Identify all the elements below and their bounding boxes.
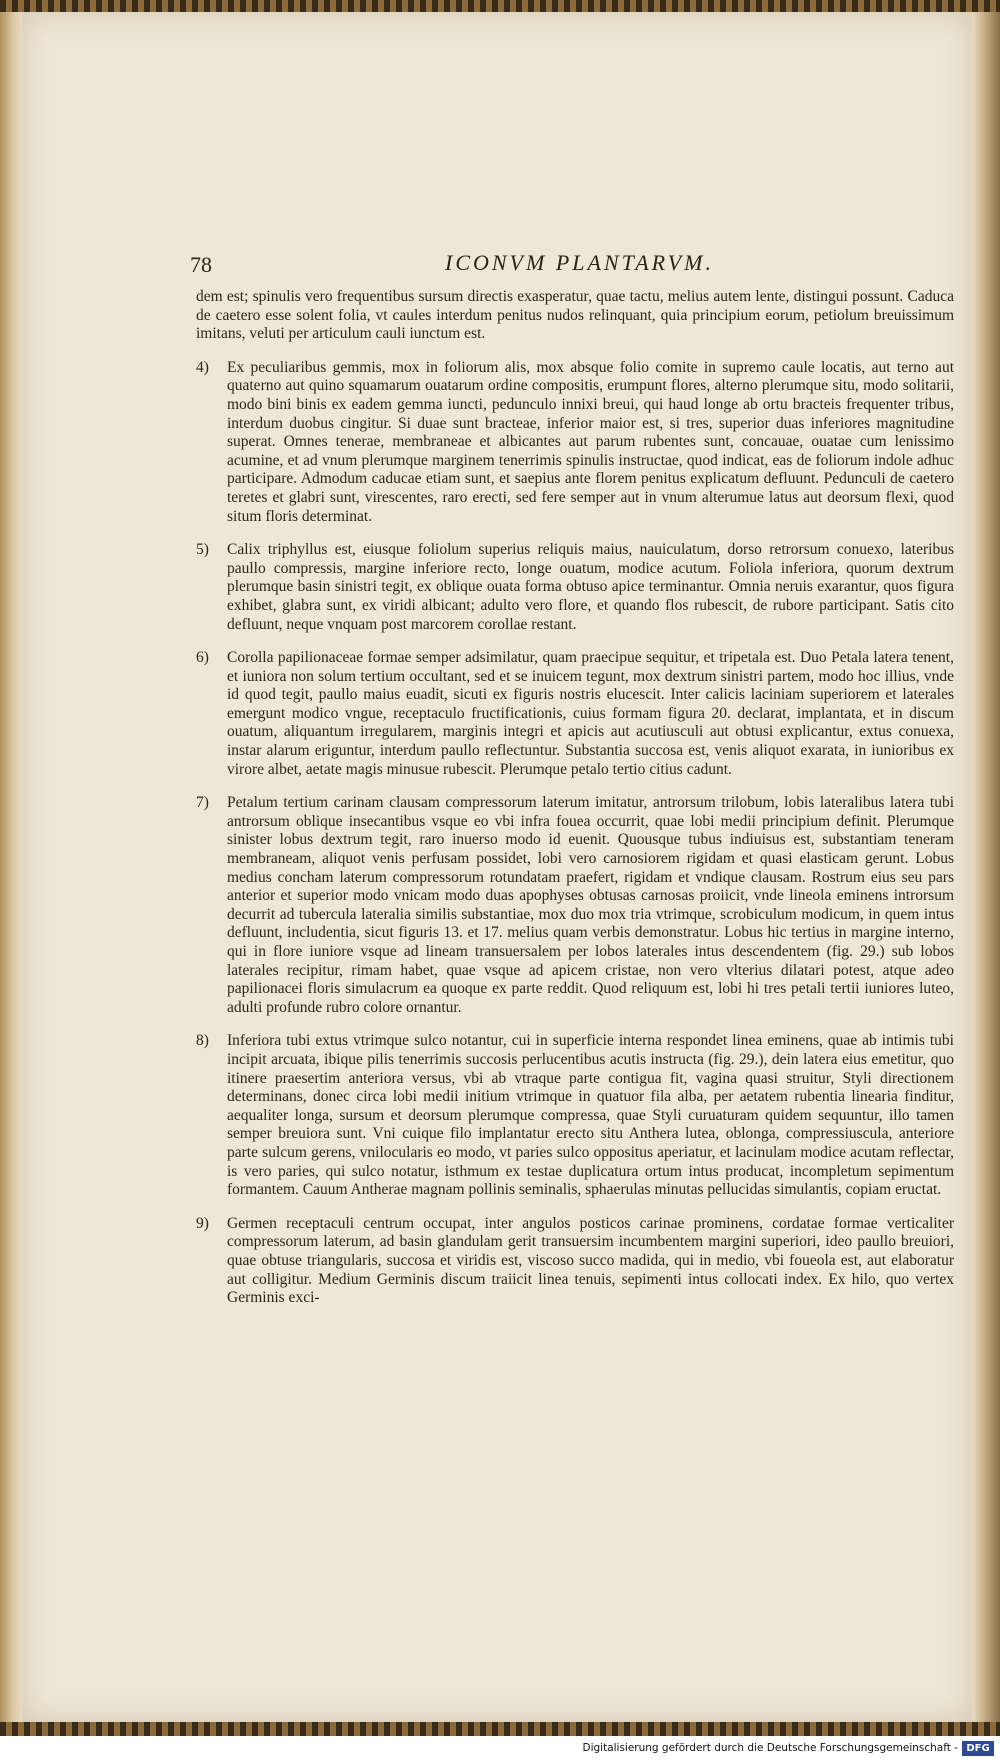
paragraph-number: 9) [196, 1214, 209, 1232]
paragraph-number: 4) [196, 358, 209, 376]
paragraph-text: Inferiora tubi extus vtrimque sulco notantur, cui in superficie interna respondet linea eminens, quae ab intimis tubi incipit arcuata, ibique pilis tenerrimis succosis perlucentibus acutis instructa (fig. 29.), dein latera eius emetitur, quo itinere praesertim anteriora versus, vbi ab vtraque parte contigua fit, vagina quasi struitur, Styli directionem determinans, donec circa lobi medii initium vtrimque in quatuor fila alba, per aetatem rubentia linearia finditur, aequaliter longa, sursum et deorsum plerumque compressa, quae Styli curuaturam quidem sequuntur, illo tamen semper breuiora sunt. Vni cuique filo implantatur erecto situ Anthera lutea, oblonga, compressiuscula, anteriore parte sulcum gerens, vnilocularis eo modo, vt paries sulco oppositus aperiatur, et lacinulam modice acutam reflectar, is vero paries, qui sulco notatur, isthmum ex testae duplicatura ortum intus producat, incompletum sepimentum formantem. Cauum Antherae magnam pollinis seminalis, sphaerulas minutas pellucidas simulantis, copiam eructat. [227, 1032, 954, 1199]
paragraph-text: Petalum tertium carinam clausam compressorum laterum imitatur, antrorsum trilobum, lobis lateralibus latera tubi antrorsum oblique insecantibus vsque eo vbi infra fouea occurrit, quae lobi medii principium definit. Plerumque sinister lobus dextrum tegit, raro inuerso modo id euenit. Quousque tubus indiuisus est, substantiam teneram membraneam, aliquot venis perfusam possidet, lobi vero carnosiorem rigidam et quasi elasticam gerunt. Lobus medius concham laterum compressorum rotundatam praefert, rigidam et vndique clausam. Rostrum eius seu pars anterior et superior modo vnicam modo duas apophyses obtusas carnosas proiicit, vnde lineola eminens introrsum decurrit ad tubercula lateralia similis substantiae, mox duo mox tria vtrimque, scrobiculum modicum, in quem intus defluunt, includentia, sicut figuris 13. et 17. melius quam verbis demonstratur. Lobus hic tertius in margine interno, qui in flore iuniore vsque ad lineam transuersalem per lobos laterales intus descendentem (fig. 29.) sub lobos laterales recipitur, rimam habet, quae vsque ad apicem cristae, non vero vlterius dilatari potest, atque adeo papilionacei floris simulacrum ea quoque ex parte reddit. Quod reliquum est, lobi hi tres petali tertii iuniores luteo, adulti profunde rubro colore ornantur. [227, 794, 954, 1016]
paragraph-number: 8) [196, 1032, 209, 1050]
digitization-footer [0, 1736, 1000, 1762]
left-page-edge [0, 12, 22, 1722]
bottom-binding-border [0, 1722, 1000, 1736]
paragraph-text: Ex peculiaribus gemmis, mox in foliorum alis, mox absque folio comite in supremo caule locatis, aut terno aut quaterno aut quino squamarum ouatarum ordine compositis, erumpunt flores, alterno plerumque situ, modo solitarii, modo bini binis ex eadem gemma iuncti, pedunculo innixi breui, qui haud longe ab ortu bracteis frequenter tribus, interdum duobus cingitur. Si duae sunt bracteae, inferior maior est, si tres, superior duas inferiores magnitudine superat. Omnes tenerae, membraneae et albicantes aut parum rubentes sunt, concauae, ouatae cum lenissimo acumine, et ad vnum plerumque marginem tenerrimis spinulis instructae, quod indicat, eas de foliorum indole adhuc participare. Admodum caducae etiam sunt, et saepius ante florem penitus explicatum defluunt. Pedunculi de caetero teretes et glabri sunt, virescentes, raro erecti, sed fere semper aut in vnum alterumue latus aut deorsum flexi, quod situm floris determinat. [227, 358, 954, 525]
numbered-paragraph-7 [196, 794, 954, 1017]
numbered-paragraph-8 [196, 1032, 954, 1199]
numbered-paragraph-9 [196, 1215, 954, 1308]
paragraph-number: 6) [196, 649, 209, 667]
page-number: 78 [190, 252, 212, 277]
dfg-logo: DFG [962, 1741, 994, 1756]
numbered-paragraph-6 [196, 649, 954, 779]
paragraph-number: 5) [196, 541, 209, 559]
body-text [196, 288, 954, 1323]
running-title: ICONVM PLANTARVM. [445, 250, 714, 275]
right-page-edge [972, 12, 1000, 1722]
paragraph-text: Germen receptaculi centrum occupat, inter angulos posticos carinae prominens, cordatae formae verticaliter compressorum laterum, ad basin glandulam gerit transuersim incumbentem margini superiori, ideo paullo breuiori, quae obtuse triangularis, succosa et viridis est, viscoso succo madida, qui in medio, vbi foueola est, aut elaboratur aut colligitur. Medium Germinis discum traiicit linea tenuis, sepimenti intus collocati index. Ex hilo, quo vertex Germinis exci- [227, 1214, 954, 1307]
top-binding-border [0, 0, 1000, 12]
paragraph-text: Corolla papilionaceae formae semper adsimilatur, quam praecipue sequitur, et tripetala est. Duo Petala latera tenent, et iuniora non solum tertium occultant, sed et se inuicem tegunt, mox dextrum sinistri partem, modo hoc illius, vnde id quod tegit, paullo maius euadit, sicuti ex figuris nostris elucescit. Inter calicis laciniam superiorem et laterales emergunt modico vngue, receptaculo fructificationis, cuius formam figura 20. declarat, implantata, et in discum ouatum, aliquantum irregularem, marginis integri et apicis aut acutiusculi aut obtusi explicantur, extus conuexa, instar alarum eriguntur, interdum paullo reflectuntur. Substantia succosa est, venis aliquot exarata, in iunioribus ex virore albet, aetate magis minusue rubescit. Plerumque petalo tertio citius cadunt. [227, 649, 954, 778]
numbered-paragraph-4 [196, 359, 954, 526]
page-header [190, 252, 970, 282]
intro-paragraph: dem est; spinulis vero frequentibus sursum directis exasperatur, quae tactu, melius autem lente, distingui possunt. Caduca de caetero esse solent folia, vt caules interdum penitus nudos relinquant, quia principium eorum, petiolum breuissimum imitans, veluti per articulum cauli iunctum est. [196, 288, 954, 343]
numbered-paragraph-5 [196, 541, 954, 634]
paragraph-number: 7) [196, 794, 209, 812]
footer-credit: Digitalisierung gefördert durch die Deutsche Forschungsgemeinschaft - [582, 1742, 958, 1754]
paragraph-text: Calix triphyllus est, eiusque foliolum superius reliquis maius, nauiculatum, dorso retrorsum conuexo, lateribus paullo compressis, margine inferiore recto, longe ouatum, modice acutum. Foliola inferiora, quorum dextrum plerumque basin sinistri tegit, ex oblique ouata forma obtuso apice terminantur. Omnia neruis exarantur, quos figura exhibet, glabra sunt, ex viridi albicant; adulto vero flore, et quando flos rubescit, de rubore participant. Satis cito defluunt, neque vnquam post marcorem corollae restant. [227, 541, 954, 633]
